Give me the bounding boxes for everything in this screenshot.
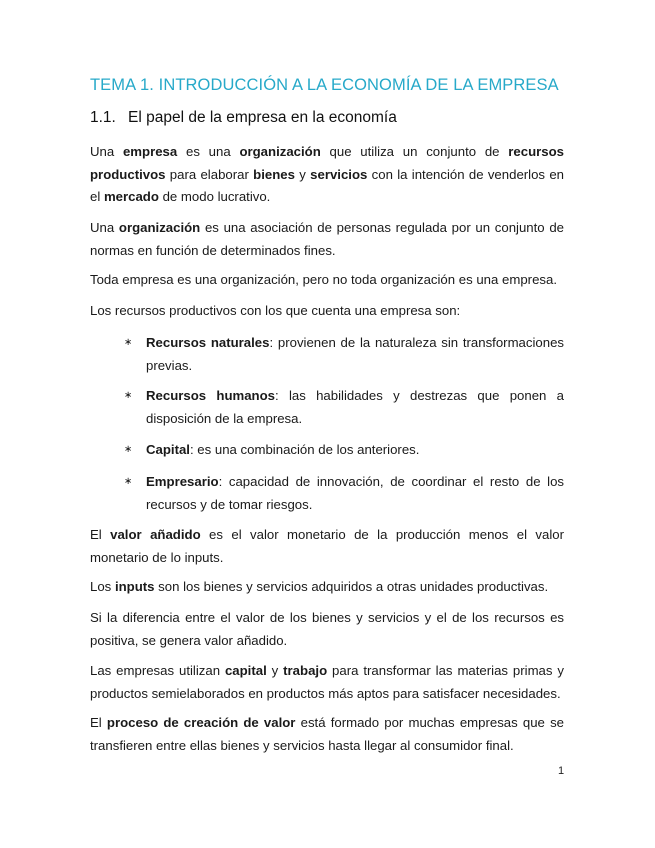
page-number: 1 <box>558 765 565 777</box>
paragraph-organizacion: Una organización es una asociación de personas regulada por un conjunto de normas en función de determinados fines. <box>90 220 565 258</box>
list-item: ∗ Recursos naturales: provienen de la naturaleza sin transformaciones previas. <box>124 332 564 377</box>
bullet-icon: ∗ <box>124 444 133 455</box>
chapter-title: TEMA 1. INTRODUCCIÓN A LA ECONOMÍA DE LA EMPRESA <box>90 76 559 94</box>
bullet-icon: ∗ <box>124 476 133 487</box>
paragraph-diferencia: Si la diferencia entre el valor de los bienes y servicios y el de los recursos es positiva, se genera valor añadido. <box>90 610 564 648</box>
bullet-icon: ∗ <box>124 390 133 401</box>
section-title: El papel de la empresa en la economía <box>128 109 397 126</box>
list-item: ∗ Empresario: capacidad de innovación, de coordinar el resto de los recursos y de tomar riesgos. <box>124 471 564 516</box>
paragraph-toda-empresa: Toda empresa es una organización, pero no toda organización es una empresa. <box>90 272 557 287</box>
paragraph-capital-trabajo: Las empresas utilizan capital y trabajo para transformar las materias primas y productos semielaborados en productos más aptos para satisfacer necesidades. <box>90 663 564 701</box>
section-number: 1.1. <box>90 109 116 126</box>
paragraph-inputs: Los inputs son los bienes y servicios adquiridos a otras unidades productivas. <box>90 579 549 594</box>
paragraph-recursos-intro: Los recursos productivos con los que cuenta una empresa son: <box>90 303 461 318</box>
list-item: ∗ Capital: es una combinación de los anteriores. <box>124 439 564 462</box>
paragraph-valor-anadido: El valor añadido es el valor monetario de la producción menos el valor monetario de lo inputs. <box>90 527 564 565</box>
paragraph-empresa: Una empresa es una organización que utiliza un conjunto de recursos productivos para elaborar bienes y servicios con la intención de venderlos en el mercado de modo lucrativo. <box>90 144 564 204</box>
paragraph-proceso-valor: El proceso de creación de valor está formado por muchas empresas que se transfieren entre ellas bienes y servicios hasta llegar al consumidor final. <box>90 715 564 753</box>
list-item: ∗ Recursos humanos: las habilidades y destrezas que ponen a disposición de la empresa. <box>124 385 564 430</box>
bullet-icon: ∗ <box>124 337 133 348</box>
section-heading <box>90 109 397 127</box>
